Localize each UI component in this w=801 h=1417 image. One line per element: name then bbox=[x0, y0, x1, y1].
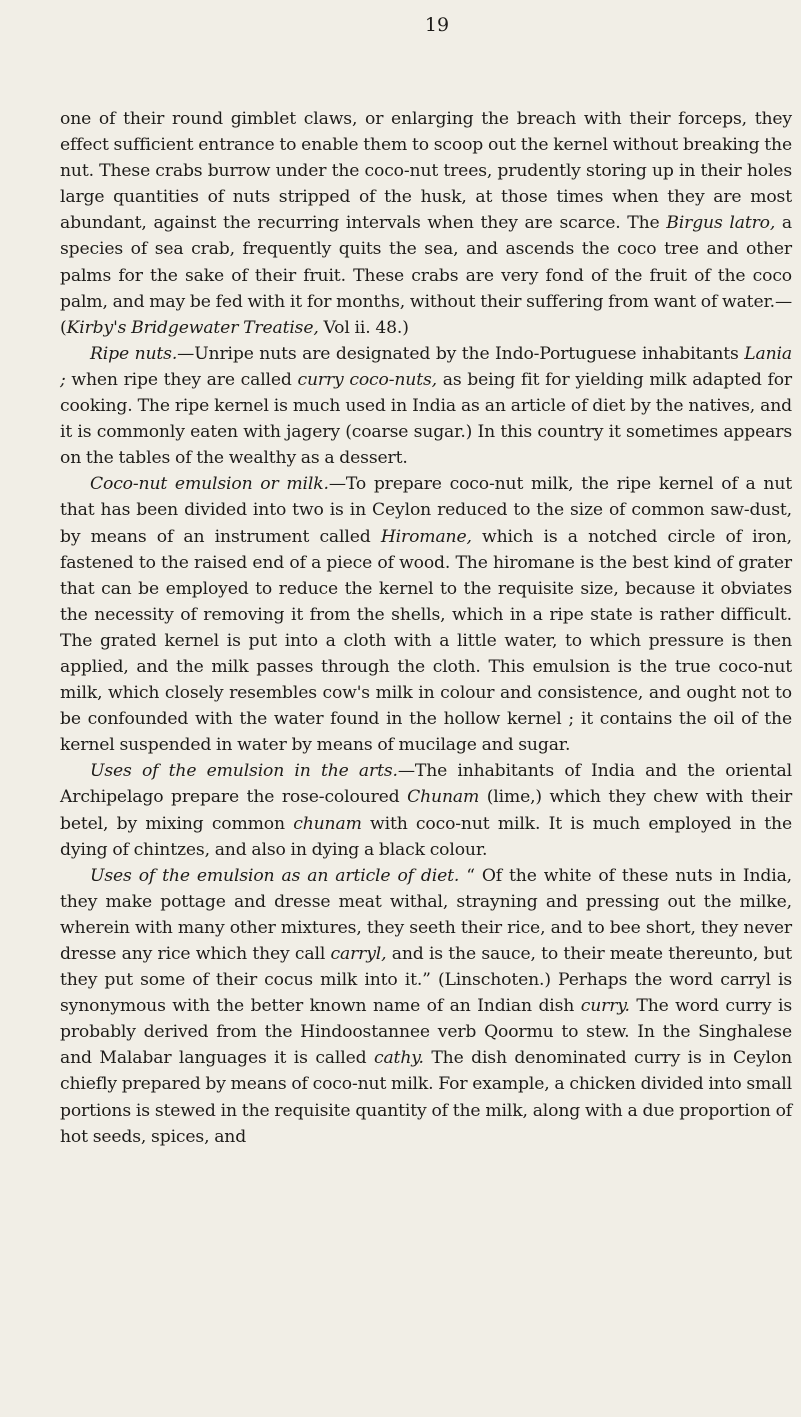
text-run: —Unripe nuts are designated by the Indo-Portuguese inhabitants bbox=[177, 343, 745, 364]
italic-text: curry coco-nuts, bbox=[297, 369, 437, 390]
text-run: Vol ii. 48.) bbox=[318, 317, 409, 338]
text-run: —To prepare coco-nut milk, the ripe kernel of a nut that has been divided into two is in Ceylon reduced to the size of common saw-dust, by means of an instrument called bbox=[60, 474, 793, 547]
text-run: which is a notched circle of iron, fastened to the raised end of a piece of wood. The hiromane is the best kind of grater that can be employed to reduce the kernel to the requisite size, because it obviates the necessity of removing it from the shells, which in a ripe state is rather difficult. The grated kernel is put into a cloth with a little water, to which pressure is then applied, and the milk passes through the cloth. This emulsion is the true coco-nut milk, which closely resembles cow's milk in colour and consistence, and ought not to be confounded with the water found in the hollow kernel ; it contains the oil of the kernel suspended in water by means of mucilage and sugar. bbox=[60, 526, 792, 756]
paragraph bbox=[60, 106, 792, 341]
text-run: with coco-nut milk. It is much employed in the dying of chintzes, and also in dying a black colour. bbox=[60, 813, 792, 860]
paragraph bbox=[60, 341, 792, 471]
text-run: The word curry is probably derived from the Hindoostannee verb Qoormu to stew. In the Singhalese and Malabar languages it is called bbox=[60, 996, 792, 1069]
text-run: The dish denominated curry is in Ceylon chiefly prepared by means of coco-nut milk. For example, a chicken divided into small portions is stewed in the requisite quantity of the milk, along with a due proportion of hot seeds, spices, and bbox=[60, 1048, 792, 1147]
italic-text: Kirby's Bridgewater Treatise, bbox=[66, 317, 319, 338]
italic-text: Uses of the emulsion in the arts. bbox=[90, 761, 398, 782]
italic-text: curry. bbox=[580, 996, 630, 1017]
page-body bbox=[60, 106, 792, 1150]
italic-text: Ripe nuts. bbox=[90, 343, 178, 364]
page-number: 19 bbox=[424, 14, 450, 36]
italic-text: Chunam bbox=[407, 787, 480, 808]
text-run: as being fit for yielding milk adapted for cooking. The ripe kernel is much used in India as an article of diet by the natives, and it is commonly eaten with jagery (coarse sugar.) In this country it sometimes appears on the tables of the wealthy as a dessert. bbox=[60, 369, 792, 469]
italic-text: Uses of the emulsion as an article of diet. bbox=[90, 865, 460, 886]
paragraph bbox=[60, 471, 792, 758]
text-run: —The inhabitants of India and the oriental Archipelago prepare the rose-coloured bbox=[60, 761, 792, 808]
text-run: a species of sea crab, frequently quits the sea, and ascends the coco tree and other palms for the sake of their fruit. These crabs are very fond of the fruit of the coco palm, and may be fed with it for months, without their suffering from want of water.—( bbox=[60, 213, 792, 338]
paragraph bbox=[60, 863, 792, 1150]
italic-text: carryl, bbox=[330, 944, 387, 964]
italic-text: Hiromane, bbox=[380, 526, 472, 547]
italic-text: Coco-nut emulsion or milk. bbox=[90, 474, 329, 495]
text-run: when ripe they are called bbox=[65, 369, 298, 390]
text-run: “ Of the white of these nuts in India, they make pottage and dresse meat withal, strayning and pressing out the milke, wherein with many other mixtures, they seeth their rice, and to bee short, they never dresse any rice which they call bbox=[60, 865, 792, 964]
text-run: one of their round gimblet claws, or enlarging the breach with their forceps, they effect sufficient entrance to enable them to scoop out the kernel without breaking the nut. These crabs burrow under the coco-nut trees, prudently storing up in their holes large quantities of nuts stripped of the husk, at those times when they are most abundant, against the recurring intervals when they are scarce. The bbox=[60, 109, 792, 234]
paragraph bbox=[60, 758, 792, 862]
italic-text: Lania ; bbox=[60, 343, 792, 390]
text-run: (lime,) which they chew with their betel, by mixing common bbox=[60, 787, 793, 834]
italic-text: cathy. bbox=[373, 1048, 424, 1069]
book-page bbox=[60, 12, 792, 1150]
italic-text: Birgus latro, bbox=[666, 213, 776, 234]
italic-text: chunam bbox=[293, 813, 362, 834]
text-run: and is the sauce, to their meate thereunto, but they put some of their cocus milk into it.” (Linschoten.) Perhaps the word carryl is synonymous with the better known name of an Indian dish bbox=[60, 944, 792, 1017]
